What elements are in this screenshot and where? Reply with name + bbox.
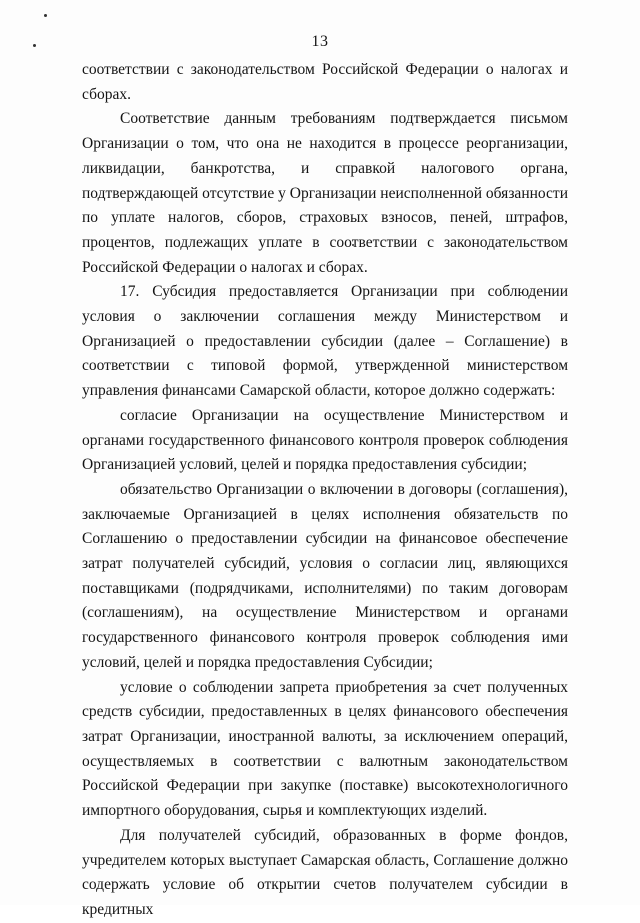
paragraph-confirmation: Соответствие данным требованиям подтверждается письмом Организации о том, что она не находится в процессе реорганизации, ликвидации, банкротства, и справкой налогового органа, подтверждающей отсутствие у Организации неисполненной обязанности по уплате налогов, сборов, страховых взносов, пеней, штрафов, процентов, подлежащих уплате в соответствии с законодательством Российской Федерации о налогах и сборах. — [82, 110, 568, 276]
document-body — [82, 58, 568, 923]
paragraph-currency-condition: условие о соблюдении запрета приобретения за счет полученных средств субсидии, предоставленных в целях финансового обеспечения затрат Организации, иностранной валюты, за исключением операций, осуществляемых в соответствии с валютным законодательством Российской Федерации при закупке (поставке) высокотехнологичного импортного оборудования, сырья и комплектующих изделий. — [82, 678, 568, 820]
paragraph-continuation: соответствии с законодательством Российской Федерации о налогах и сборах. — [82, 61, 568, 103]
page-number: 13 — [311, 33, 329, 50]
paragraph-obligation: обязательство Организации о включении в договоры (соглашения), заключаемые Организацией в целях исполнения обязательств по Соглашению о предоставлении субсидии на финансовое обеспечение затрат получателей субсидий, условия о согласии лиц, являющихся поставщиками (подрядчиками, исполнителями) по таким договорам (соглашениям), на осуществление Министерством и органами государственного финансового контроля проверок соблюдения ими условий, целей и порядка предоставления Субсидии; — [82, 480, 568, 671]
scan-speck — [44, 14, 47, 17]
paragraph-funds: Для получателей субсидий, образованных в форме фондов, учредителем которых выступает Самарская область, Соглашение должно содержать условие об открытии счетов получателем субсидии в кредитных — [82, 826, 568, 918]
paragraph-consent: согласие Организации на осуществление Министерством и органами государственного финансового контроля проверок соблюдения Организацией условий, целей и порядка предоставления субсидии; — [82, 406, 568, 474]
paragraph-clause-17: 17. Субсидия предоставляется Организации при соблюдении условия о заключении соглашения между Министерством и Организацией о предоставлении субсидии (далее – Соглашение) в соответствии с типовой формой, утвержденной министерством управления финансами Самарской области, которое должно содержать: — [82, 283, 568, 400]
